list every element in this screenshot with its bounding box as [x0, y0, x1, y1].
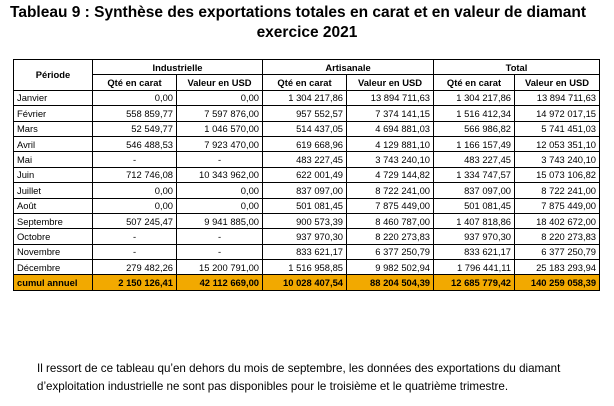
cell-ind-valeur: 1 046 570,00 — [177, 121, 263, 136]
cell-ind-qte: 558 859,77 — [93, 106, 177, 121]
cell-art-valeur: 7 374 141,15 — [347, 106, 434, 121]
cell-art-qte: 514 437,05 — [263, 121, 347, 136]
cell-tot-valeur: 3 743 240,10 — [515, 152, 600, 167]
cell-art-valeur: 8 220 273,83 — [347, 229, 434, 244]
cell-tot-qte: 483 227,45 — [434, 152, 515, 167]
footnote-line-2: d’exploitation industrielle ne sont pas disponibles pour le troisième et le quatrième trimestre. — [37, 380, 509, 393]
table-row — [14, 260, 600, 275]
cell-tot-qte: 566 986,82 — [434, 121, 515, 136]
table-row — [14, 229, 600, 244]
exports-table — [13, 59, 600, 291]
cell-art-valeur: 7 875 449,00 — [347, 198, 434, 213]
cell-ind-valeur: 0,00 — [177, 198, 263, 213]
cell-art-valeur: 8 722 241,00 — [347, 183, 434, 198]
cell-art-valeur: 4 694 881,03 — [347, 121, 434, 136]
cell-tot-valeur: 13 894 711,63 — [515, 90, 600, 105]
cell-ind-qte: 546 488,53 — [93, 136, 177, 151]
cell-ind-valeur: 42 112 669,00 — [177, 275, 263, 290]
cell-tot-qte: 1 166 157,49 — [434, 136, 515, 151]
cell-ind-valeur: 7 923 470,00 — [177, 136, 263, 151]
cell-period: Novembre — [14, 244, 93, 259]
page-subtitle: exercice 2021 — [256, 24, 358, 41]
table-row — [14, 244, 600, 259]
header-art-valeur: Valeur en USD — [347, 75, 434, 90]
header-ind-valeur: Valeur en USD — [177, 75, 263, 90]
cell-art-qte: 937 970,30 — [263, 229, 347, 244]
header-industrielle: Industrielle — [93, 60, 263, 75]
cell-tot-valeur: 25 183 293,94 — [515, 260, 600, 275]
table-row — [14, 121, 600, 136]
footnote-line-1: Il ressort de ce tableau qu’en dehors du mois de septembre, les données des exportations du diamant — [37, 362, 561, 375]
cell-period: Janvier — [14, 90, 93, 105]
header-artisanale: Artisanale — [263, 60, 434, 75]
cell-art-valeur: 88 204 504,39 — [347, 275, 434, 290]
cell-ind-qte: 0,00 — [93, 90, 177, 105]
header-periode: Période — [14, 60, 93, 91]
cell-art-valeur: 13 894 711,63 — [347, 90, 434, 105]
cell-tot-valeur: 8 722 241,00 — [515, 183, 600, 198]
cell-period: Août — [14, 198, 93, 213]
cell-art-qte: 619 668,96 — [263, 136, 347, 151]
cell-art-valeur: 9 982 502,94 — [347, 260, 434, 275]
cell-tot-qte: 501 081,45 — [434, 198, 515, 213]
cell-ind-valeur: 0,00 — [177, 90, 263, 105]
cell-ind-qte: 2 150 126,41 — [93, 275, 177, 290]
cell-tot-valeur: 7 875 449,00 — [515, 198, 600, 213]
cell-art-qte: 957 552,57 — [263, 106, 347, 121]
header-tot-valeur: Valeur en USD — [515, 75, 600, 90]
cell-tot-valeur: 140 259 058,39 — [515, 275, 600, 290]
cell-period: Juin — [14, 167, 93, 182]
cell-ind-qte: - — [93, 244, 177, 259]
cell-tot-valeur: 18 402 672,00 — [515, 213, 600, 228]
cell-art-qte: 1 304 217,86 — [263, 90, 347, 105]
cell-period: Mars — [14, 121, 93, 136]
cell-tot-qte: 1 334 747,57 — [434, 167, 515, 182]
header-tot-qte: Qté en carat — [434, 75, 515, 90]
table-body — [14, 90, 600, 290]
cell-tot-qte: 937 970,30 — [434, 229, 515, 244]
cell-tot-qte: 1 796 441,11 — [434, 260, 515, 275]
cell-ind-qte: 52 549,77 — [93, 121, 177, 136]
cell-ind-valeur: 7 597 876,00 — [177, 106, 263, 121]
cell-ind-qte: 279 482,26 — [93, 260, 177, 275]
cell-art-valeur: 8 460 787,00 — [347, 213, 434, 228]
header-total: Total — [434, 60, 600, 75]
cell-tot-qte: 12 685 779,42 — [434, 275, 515, 290]
cell-period: Mai — [14, 152, 93, 167]
header-art-qte: Qté en carat — [263, 75, 347, 90]
cell-period: Juillet — [14, 183, 93, 198]
total-row — [14, 275, 600, 290]
cell-ind-valeur: 10 343 962,00 — [177, 167, 263, 182]
cell-tot-valeur: 6 377 250,79 — [515, 244, 600, 259]
table-row — [14, 106, 600, 121]
cell-period: Avril — [14, 136, 93, 151]
cell-tot-valeur: 8 220 273,83 — [515, 229, 600, 244]
cell-art-qte: 1 516 958,85 — [263, 260, 347, 275]
cell-art-valeur: 3 743 240,10 — [347, 152, 434, 167]
cell-tot-qte: 1 304 217,86 — [434, 90, 515, 105]
table-row — [14, 90, 600, 105]
cell-period: cumul annuel — [14, 275, 93, 290]
cell-tot-qte: 833 621,17 — [434, 244, 515, 259]
table-row — [14, 167, 600, 182]
header-ind-qte: Qté en carat — [93, 75, 177, 90]
cell-ind-qte: - — [93, 152, 177, 167]
cell-art-qte: 900 573,39 — [263, 213, 347, 228]
cell-art-qte: 837 097,00 — [263, 183, 347, 198]
cell-period: Décembre — [14, 260, 93, 275]
cell-art-valeur: 6 377 250,79 — [347, 244, 434, 259]
cell-art-valeur: 4 129 881,10 — [347, 136, 434, 151]
cell-tot-valeur: 12 053 351,10 — [515, 136, 600, 151]
page-title: Tableau 9 : Synthèse des exportations totales en carat et en valeur de diamant — [10, 4, 586, 21]
cell-tot-valeur: 5 741 451,03 — [515, 121, 600, 136]
cell-tot-valeur: 15 073 106,82 — [515, 167, 600, 182]
cell-ind-valeur: - — [177, 229, 263, 244]
cell-art-qte: 10 028 407,54 — [263, 275, 347, 290]
cell-tot-qte: 1 407 818,86 — [434, 213, 515, 228]
cell-period: Septembre — [14, 213, 93, 228]
cell-ind-valeur: 9 941 885,00 — [177, 213, 263, 228]
table-row — [14, 183, 600, 198]
cell-art-qte: 501 081,45 — [263, 198, 347, 213]
cell-ind-valeur: - — [177, 244, 263, 259]
table-row — [14, 152, 600, 167]
cell-tot-valeur: 14 972 017,15 — [515, 106, 600, 121]
cell-ind-qte: - — [93, 229, 177, 244]
cell-ind-qte: 0,00 — [93, 198, 177, 213]
cell-art-qte: 833 621,17 — [263, 244, 347, 259]
cell-art-valeur: 4 729 144,82 — [347, 167, 434, 182]
cell-ind-valeur: - — [177, 152, 263, 167]
cell-tot-qte: 837 097,00 — [434, 183, 515, 198]
cell-ind-qte: 507 245,47 — [93, 213, 177, 228]
table-row — [14, 213, 600, 228]
cell-period: Février — [14, 106, 93, 121]
cell-ind-valeur: 15 200 791,00 — [177, 260, 263, 275]
table-row — [14, 136, 600, 151]
cell-art-qte: 622 001,49 — [263, 167, 347, 182]
table-row — [14, 198, 600, 213]
cell-ind-qte: 712 746,08 — [93, 167, 177, 182]
cell-tot-qte: 1 516 412,34 — [434, 106, 515, 121]
cell-ind-qte: 0,00 — [93, 183, 177, 198]
cell-ind-valeur: 0,00 — [177, 183, 263, 198]
cell-period: Octobre — [14, 229, 93, 244]
cell-art-qte: 483 227,45 — [263, 152, 347, 167]
